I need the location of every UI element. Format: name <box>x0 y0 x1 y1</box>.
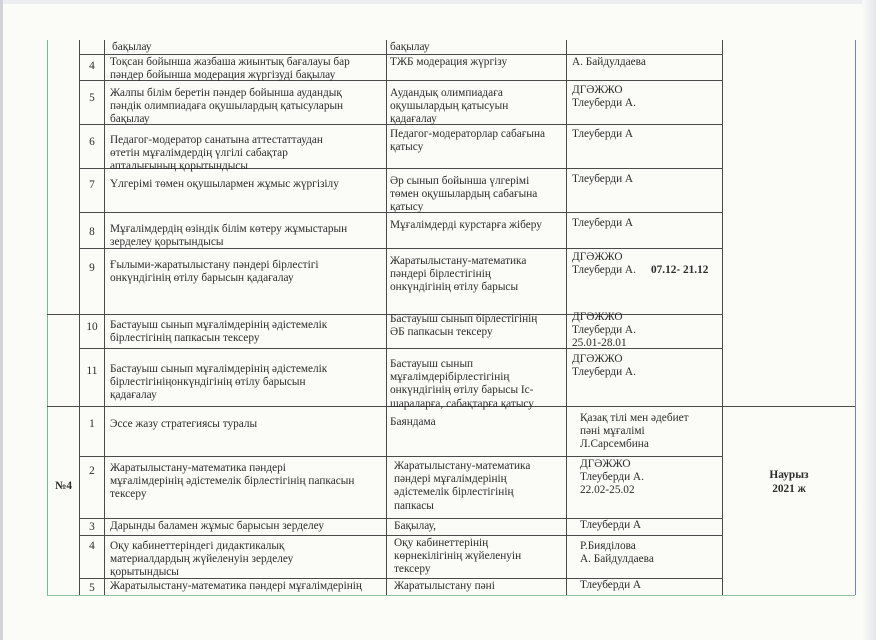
lower-row-1-resp: Қазақ тілі мен әдебиет пәні мұғалімі Л.Сарсембина <box>580 412 689 451</box>
row-7-num: 7 <box>89 179 95 191</box>
row-10-form: Бастауыш сынып бірлестігінің ӘБ папкасын тексеру <box>390 313 538 339</box>
lower-row-5-num: 5 <box>89 582 95 594</box>
row-11-task: Бастауыш сынып мұғалімдерінің әдістемелік бірлестігініңонкүндігінің өтілу барысын қадағалау <box>110 363 328 402</box>
lower-row-4-task: Оқу кабинеттеріндегі дидактикалық материалдардың жүйеленуін зерделеу қорытындысы <box>110 540 294 579</box>
row-5-task: Жалпы білім беретін пәндер бойынша аудандық пәндік олимпиадаға оқушылардың қатысуларын бақылау <box>110 87 344 126</box>
row-11-num: 11 <box>86 365 98 377</box>
lower-row-4-form: Оқу кабинеттерінің көрнекілігінің жүйеленуін тексеру <box>394 537 522 576</box>
row-4-task: Тоқсан бойынша жазбаша жиынтық бағалауы бар пәндер бойынша модерация жүргізуді бақылау <box>110 56 350 82</box>
lower-row-5-resp: Тлеуберди А <box>580 579 642 591</box>
lower-row-4-num: 4 <box>89 540 95 552</box>
lower-row-3-task: Дарынды баламен жұмыс барысын зерделеу <box>110 520 324 532</box>
lower-row-5-form: Жаратылыстану пәні <box>394 580 495 592</box>
row-8-task: Мұғалімдердің өзіндік білім көтеру жұмыстарын зерделеу қорытындысы <box>110 223 348 249</box>
row-6-num: 6 <box>89 136 95 148</box>
row-10-task: Бастауыш сынып мұғалімдерінің әдістемелік бірлестігінің папкасын тексеру <box>110 319 328 345</box>
row-9-task: Ғылыми-жаратылыстану пәндері бірлестігі онкүндігінің өтілу барысын қадағалау <box>110 259 319 285</box>
row-8-form: Мұғалімдерді курстарға жіберу <box>390 219 542 231</box>
row-7-task: Үлгерімі төмен оқушылармен жұмыс жүргізілу <box>110 178 339 190</box>
row-4-form: ТЖБ модерация жүргізу <box>390 56 508 68</box>
row-5-form: Аудандық олимпиадаға оқушылардың қатысуын қадағалау <box>390 87 509 126</box>
lower-row-1-form: Баяндама <box>390 416 436 428</box>
row-6-resp: Тлеуберди А <box>572 128 634 140</box>
scan-edge-right <box>862 0 876 640</box>
row-5-num: 5 <box>89 92 95 104</box>
lower-row-2-num: 2 <box>89 465 95 477</box>
row-9-form: Жаратылыстану-математика пәндері бірлестігінің онкүндігінің өтілу барысы <box>390 255 527 294</box>
row-10-num: 10 <box>86 321 98 333</box>
row-9-num: 9 <box>89 262 95 274</box>
lower-row-4-resp: Р.Бияділова А. Байдулдаева <box>580 540 654 566</box>
row-8-num: 8 <box>89 226 95 238</box>
lower-row-2-form: Жаратылыстану-математика пәндері мұғалімдерінің әдістемелік бірлестігінің папкасы <box>394 460 531 512</box>
lower-row-3-num: 3 <box>89 521 95 533</box>
row-0-form: бақылау <box>390 41 430 53</box>
row-0-task: бақылау <box>112 41 152 53</box>
row-6-form: Педагог-модераторлар сабағына қатысу <box>390 128 546 154</box>
row-4-resp: А. Байдулдаева <box>572 56 646 68</box>
lower-row-1-task: Эссе жазу стратегиясы туралы <box>110 418 258 430</box>
lower-row-2-resp: ДГӘЖЖО Тлеуберди А. 22.02-25.02 <box>580 458 644 497</box>
row-9-resp: ДГӘЖЖО Тлеуберди А. <box>572 251 636 277</box>
lower-row-5-task: Жаратылыстану-математика пәндері мұғалімдерінің <box>110 580 362 592</box>
row-11-resp: ДГӘЖЖО Тлеуберди А. <box>572 353 636 379</box>
row-6-task: Педагог-модератор санатына аттестаттаудан өтетін мұғалімдердің үлгілі сабақтар апталығының қорытындысы <box>110 134 323 173</box>
lower-row-3-resp: Тлеуберди А <box>580 519 642 531</box>
row-5-resp: ДГӘЖЖО Тлеуберди А. <box>572 84 636 110</box>
row-9-date: 07.12- 21.12 <box>651 264 709 276</box>
lower-row-2-task: Жаратылыстану-математика пәндері мұғалімдерінің әдістемелік бірлестігінің папкасын тексеру <box>110 462 355 501</box>
scan-edge-top <box>0 0 876 4</box>
row-11-form: Бастауыш сынып мұғалімдерібірлестігінің онкүндігінің өтілу барысы Іс- шараларға, сабақтарға қатысу <box>390 358 534 410</box>
period-label: Наурыз 2021 ж <box>769 469 809 495</box>
row-8-resp: Тлеуберди А <box>572 217 634 229</box>
row-7-form: Әр сынып бойынша үлгерімі төмен оқушылардың сабағына қатысу <box>390 175 538 214</box>
scan-edge-left <box>0 0 3 640</box>
row-4-num: 4 <box>89 60 95 72</box>
group-label: №4 <box>54 480 72 492</box>
lower-row-1-num: 1 <box>89 418 95 430</box>
lower-row-3-form: Бақылау, <box>394 520 436 532</box>
row-10-resp: ДГӘЖЖО Тлеуберди А. 25.01-28.01 <box>572 311 636 350</box>
row-7-resp: Тлеуберди А <box>572 173 634 185</box>
